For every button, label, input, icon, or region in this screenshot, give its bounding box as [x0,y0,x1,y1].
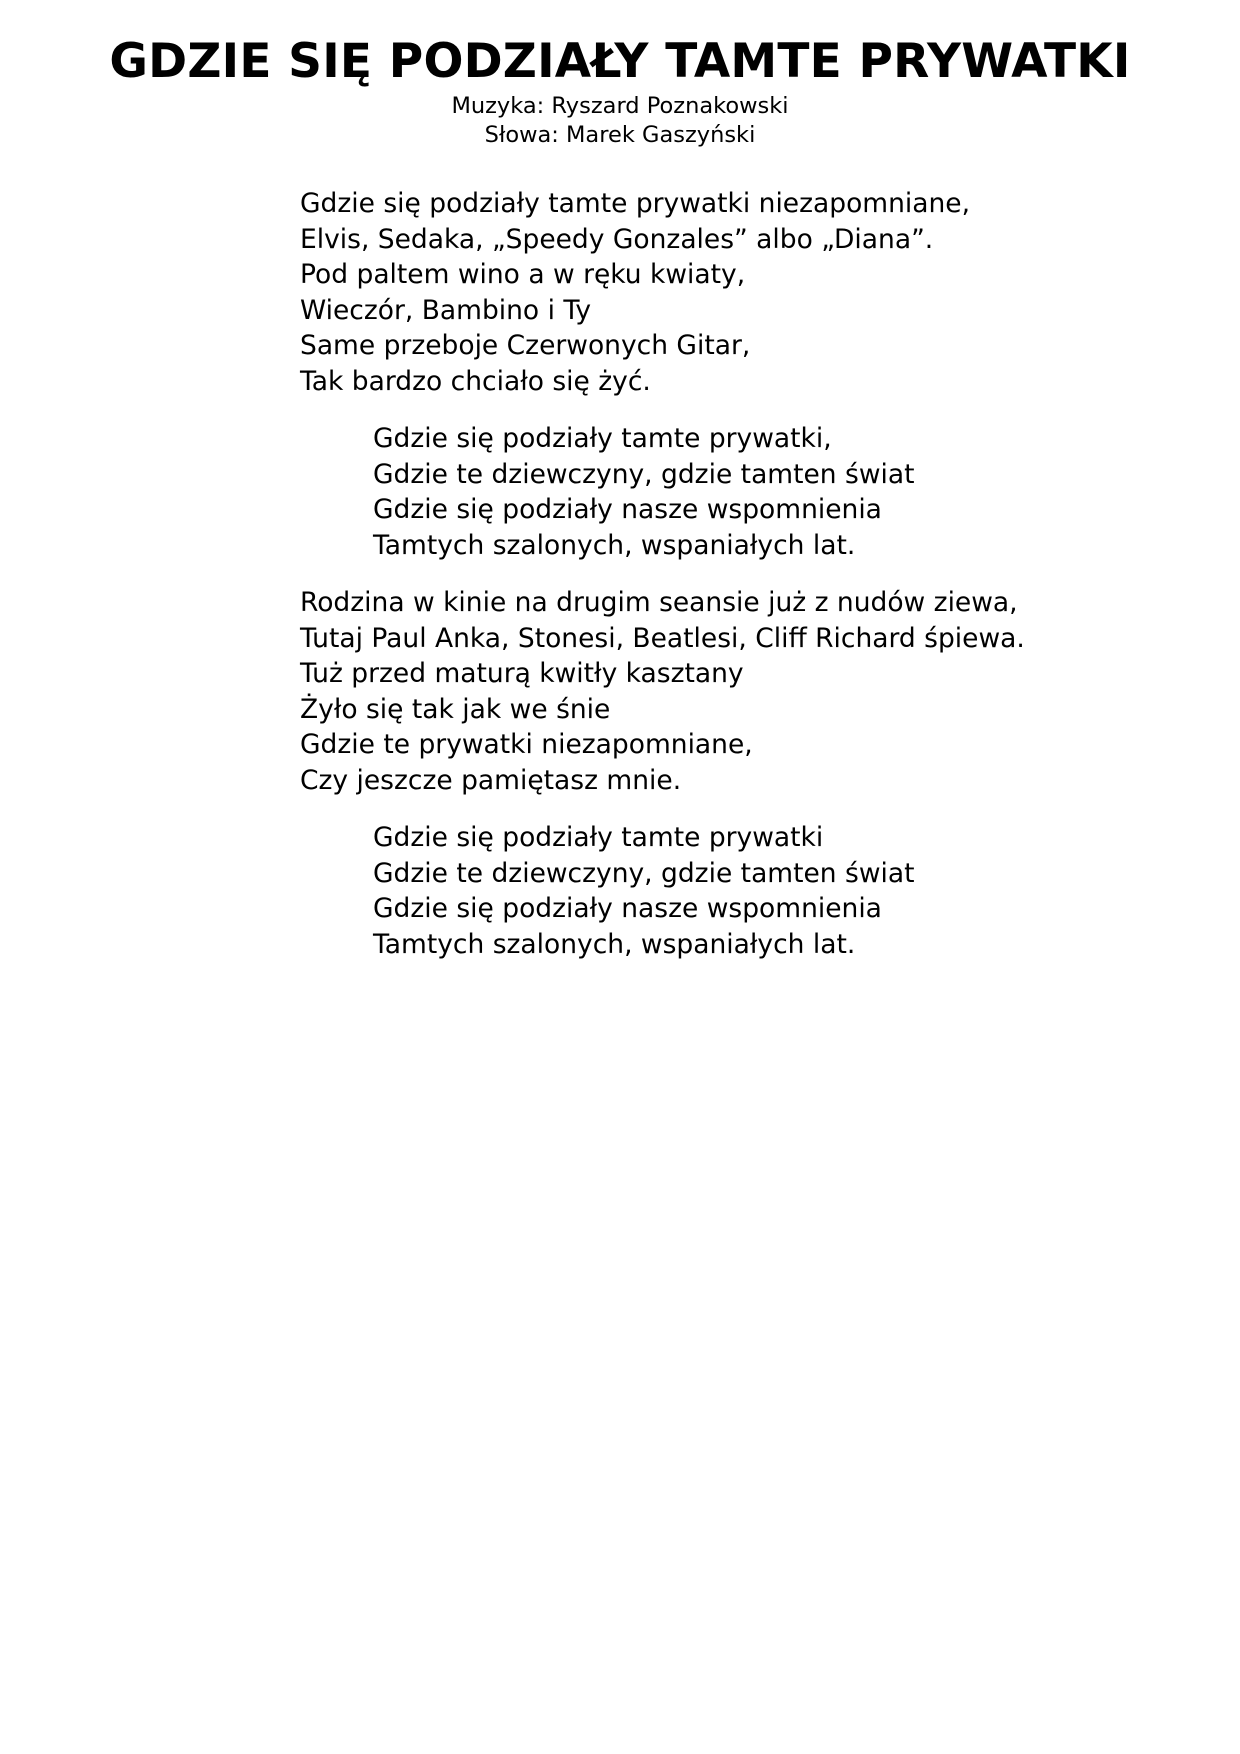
chorus-1 [300,421,1200,563]
music-credit: Muzyka: Ryszard Poznakowski [451,93,789,119]
lyric-line: Gdzie te prywatki niezapomniane, [300,729,753,760]
lyric-line: Gdzie się podziały nasze wspomnienia [373,494,882,525]
lyric-line: Rodzina w kinie na drugim seansie już z nudów ziewa, [300,587,1018,618]
lyric-line: Pod paltem wino a w ręku kwiaty, [300,259,746,290]
lyric-line: Tamtych szalonych, wspaniałych lat. [373,928,856,960]
lyric-line: Same przeboje Czerwonych Gitar, [300,330,751,361]
lyric-line: Tamtych szalonych, wspaniałych lat. [373,529,856,561]
verse-1 [300,186,1200,399]
lyric-line: Gdzie się podziały tamte prywatki [373,822,824,853]
lyric-line: Tutaj Paul Anka, Stonesi, Beatlesi, Cliff Richard śpiewa. [300,622,1025,654]
lyric-line: Czy jeszcze pamiętasz mnie. [300,764,682,796]
chorus-2 [300,820,1200,962]
lyric-line: Gdzie te dziewczyny, gdzie tamten świat [373,857,915,889]
lyrics-body [300,186,1200,984]
lyric-line: Żyło się tak jak we śnie [300,693,611,725]
lyric-line: Tak bardzo chciało się żyć. [300,365,651,397]
verse-2 [300,585,1200,798]
lyric-line: Gdzie te dziewczyny, gdzie tamten świat [373,458,915,490]
lyrics-credit: Słowa: Marek Gaszyński [484,122,756,148]
lyric-line: Gdzie się podziały tamte prywatki, [373,423,832,454]
song-credits [0,92,1240,150]
lyric-line: Wieczór, Bambino i Ty [300,294,592,326]
song-title: GDZIE SIĘ PODZIAŁY TAMTE PRYWATKI [109,34,1131,89]
lyric-line: Elvis, Sedaka, „Speedy Gonzales” albo „Diana”. [300,223,934,255]
lyric-line: Gdzie się podziały nasze wspomnienia [373,893,882,924]
lyric-line: Gdzie się podziały tamte prywatki niezapomniane, [300,188,971,219]
lyric-line: Tuż przed maturą kwitły kasztany [300,658,744,689]
